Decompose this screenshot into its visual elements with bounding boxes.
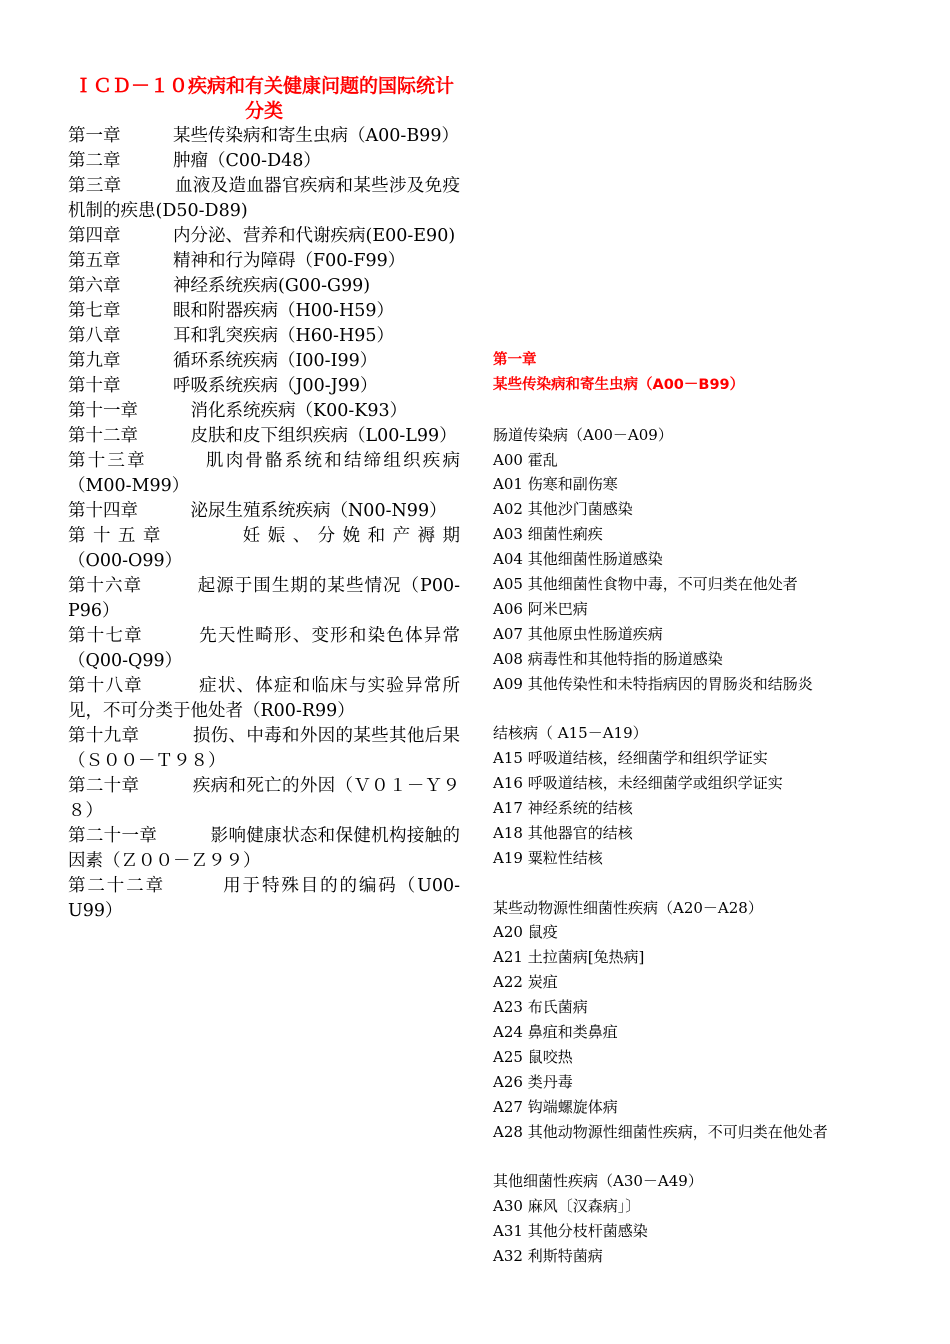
- disease-item: A04 其他细菌性肠道感染: [493, 550, 663, 569]
- chapter-entry: [68, 824, 460, 874]
- disease-item: A31 其他分枝杆菌感染: [493, 1222, 648, 1241]
- chapter-name: 循环系统疾病: [173, 351, 278, 371]
- group-title: 其他细菌性疾病（A30－A49）: [493, 1172, 703, 1191]
- chapter-entry: [68, 674, 460, 724]
- chapter-code: （O00-O99）: [68, 551, 183, 571]
- chapter-entry: [68, 724, 460, 774]
- chapter-code: （L00-L99）: [348, 426, 457, 446]
- disease-item: A00 霍乱: [493, 450, 558, 469]
- chapter-code: （J00-J99）: [278, 376, 378, 396]
- chapter-entry: [68, 124, 460, 149]
- chapter-code: （K00-K93）: [295, 401, 408, 421]
- chapter-code: （R00-R99）: [243, 701, 355, 721]
- chapter-name: 影响健康状态和保健机构接触的因素: [68, 826, 461, 871]
- chapter-code: （P00-P96）: [68, 576, 461, 621]
- chapter-name: 血液及造血器官疾病和某些涉及免疫机制的疾患: [68, 176, 460, 221]
- chapter-number: 第十三章: [68, 451, 147, 471]
- disease-item: A03 细菌性痢疾: [493, 525, 603, 544]
- chapter-number: 第三章: [68, 176, 122, 196]
- chapter-entry: [68, 574, 460, 624]
- chapter-name: 泌尿生殖系统疾病: [190, 501, 331, 521]
- chapter-code: （I00-I99）: [278, 351, 378, 371]
- chapter-name: 症状、体症和临床与实验异常所见，不可分类于他处者: [68, 676, 461, 721]
- chapter-name: 眼和附器疾病: [173, 301, 278, 321]
- chapter-name: 皮肤和皮下组织疾病: [190, 426, 348, 446]
- chapter-entry: [68, 249, 460, 274]
- chapter-code: (D50-D89): [155, 201, 248, 221]
- document-title: ＩＣＤ－１０疾病和有关健康问题的国际统计分类: [73, 75, 454, 122]
- detail-chapter-heading: 第一章: [493, 352, 537, 368]
- disease-item: A18 其他器官的结核: [493, 823, 633, 842]
- disease-item: A25 鼠咬热: [493, 1047, 573, 1066]
- chapter-entry: [68, 874, 460, 924]
- chapter-code: （C00-D48）: [208, 151, 321, 171]
- chapter-name: 肿瘤: [173, 151, 208, 171]
- disease-item: A27 钩端螺旋体病: [493, 1097, 618, 1116]
- chapter-number: 第十六章: [68, 576, 143, 596]
- chapter-code: (G00-G99): [278, 276, 371, 296]
- disease-item: A30 麻风〔汉森病」〕: [493, 1197, 641, 1216]
- chapter-number: 第二十一章: [68, 826, 158, 846]
- chapter-entry: [68, 349, 460, 374]
- disease-item: A21 土拉菌病[兔热病]: [493, 948, 645, 967]
- disease-item: A22 炭疽: [493, 973, 558, 992]
- chapter-entry: [68, 774, 460, 824]
- disease-item: A02 其他沙门菌感染: [493, 500, 633, 519]
- disease-item: A08 病毒性和其他特指的肠道感染: [493, 649, 723, 668]
- disease-item: A05 其他细菌性食物中毒，不可归类在他处者: [493, 575, 798, 594]
- group-title: 肠道传染病（A00－A09）: [493, 425, 673, 444]
- chapter-name: 消化系统疾病: [190, 401, 296, 421]
- chapter-number: 第十二章: [68, 426, 138, 446]
- chapter-number: 第五章: [68, 251, 121, 271]
- chapter-number: 第十七章: [68, 626, 143, 646]
- chapter-entry: [68, 224, 460, 249]
- disease-item: A26 类丹毒: [493, 1072, 573, 1091]
- chapter-name: 妊娠、分娩和产褥期: [242, 526, 461, 546]
- chapter-entry: [68, 424, 460, 449]
- disease-item: A06 阿米巴病: [493, 599, 588, 618]
- chapter-name: 神经系统疾病: [173, 276, 278, 296]
- chapter-number: 第八章: [68, 326, 121, 346]
- group-title: 某些动物源性细菌性疾病（A20－A28）: [493, 898, 763, 917]
- disease-item: A24 鼻疽和类鼻疽: [493, 1023, 618, 1042]
- chapter-code: （H00-H59）: [278, 301, 394, 321]
- chapter-code: （H60-H95）: [278, 326, 394, 346]
- chapter-number: 第二章: [68, 151, 121, 171]
- chapter-code: （N00-N99）: [330, 501, 447, 521]
- chapter-number: 第十一章: [68, 401, 138, 421]
- disease-item: A28 其他动物源性细菌性疾病，不可归类在他处者: [493, 1122, 828, 1141]
- chapter-entry: [68, 149, 460, 174]
- chapter-name: 疾病和死亡的外因: [192, 776, 336, 796]
- chapter-number: 第九章: [68, 351, 121, 371]
- chapter-name: 内分泌、营养和代谢疾病: [173, 226, 366, 246]
- chapter-number: 第一章: [68, 126, 121, 146]
- disease-item: A19 粟粒性结核: [493, 848, 603, 867]
- chapter-name: 起源于围生期的某些情况: [197, 576, 402, 596]
- chapter-number: 第十五章: [68, 526, 168, 546]
- disease-item: A01 伤寒和副伤寒: [493, 475, 618, 494]
- chapter-entry: [68, 524, 460, 574]
- chapter-entry: [68, 499, 460, 524]
- disease-item: A23 布氏菌病: [493, 998, 588, 1017]
- chapter-code: （M00-M99）: [68, 476, 190, 496]
- chapter-number: 第十四章: [68, 501, 138, 521]
- chapter-entry: [68, 324, 460, 349]
- chapter-code: （Ｓ００－Ｔ９８）: [68, 751, 226, 771]
- chapter-name: 肌肉骨骼系统和结缔组织疾病: [205, 451, 461, 471]
- chapter-name: 某些传染病和寄生虫病: [173, 126, 348, 146]
- chapter-name: 精神和行为障碍: [173, 251, 296, 271]
- chapter-detail: [493, 348, 933, 1269]
- chapter-name: 用于特殊目的的编码: [223, 876, 398, 896]
- chapter-number: 第十八章: [68, 676, 143, 696]
- chapter-number: 第二十章: [68, 776, 140, 796]
- disease-item: A09 其他传染性和未特指病因的胃肠炎和结肠炎: [493, 674, 813, 693]
- chapter-number: 第七章: [68, 301, 121, 321]
- disease-item: A15 呼吸道结核，经细菌学和组织学证实: [493, 749, 768, 768]
- chapter-code: （A00-B99）: [348, 126, 459, 146]
- chapter-name: 先天性畸形、变形和染色体异常: [199, 626, 461, 646]
- disease-item: A17 神经系统的结核: [493, 799, 633, 818]
- chapter-number: 第十章: [68, 376, 121, 396]
- chapter-list: [68, 124, 460, 924]
- chapter-entry: [68, 624, 460, 674]
- chapter-code: （F00-F99）: [295, 251, 406, 271]
- disease-item: A07 其他原虫性肠道疾病: [493, 624, 663, 643]
- chapter-number: 第六章: [68, 276, 121, 296]
- detail-chapter-title: 某些传染病和寄生虫病（A00－B99）: [493, 376, 745, 393]
- disease-item: A16 呼吸道结核，未经细菌学或组织学证实: [493, 774, 783, 793]
- chapter-entry: [68, 399, 460, 424]
- disease-item: A20 鼠疫: [493, 923, 558, 942]
- chapter-code: （U00-U99）: [68, 876, 461, 921]
- chapter-code: （Ｚ００－Ｚ９９）: [103, 851, 261, 871]
- chapter-code: (E00-E90): [365, 226, 456, 246]
- detail-groups: [493, 398, 933, 1269]
- chapter-entry: [68, 274, 460, 299]
- chapter-code: （Q00-Q99）: [68, 651, 183, 671]
- disease-item: A32 利斯特菌病: [493, 1247, 603, 1266]
- chapter-name: 呼吸系统疾病: [173, 376, 278, 396]
- chapter-code: （Ｖ０１－Ｙ９８）: [68, 776, 461, 821]
- chapter-number: 第二十二章: [68, 876, 165, 896]
- chapter-number: 第十九章: [68, 726, 140, 746]
- chapter-number: 第四章: [68, 226, 121, 246]
- chapter-name: 耳和乳突疾病: [173, 326, 278, 346]
- chapter-entry: [68, 449, 460, 499]
- chapter-entry: [68, 299, 460, 324]
- chapter-entry: [68, 174, 460, 224]
- chapter-entry: [68, 374, 460, 399]
- group-title: 结核病（ A15－A19）: [493, 724, 648, 743]
- chapter-name: 损伤、中毒和外因的某些其他后果: [192, 726, 461, 746]
